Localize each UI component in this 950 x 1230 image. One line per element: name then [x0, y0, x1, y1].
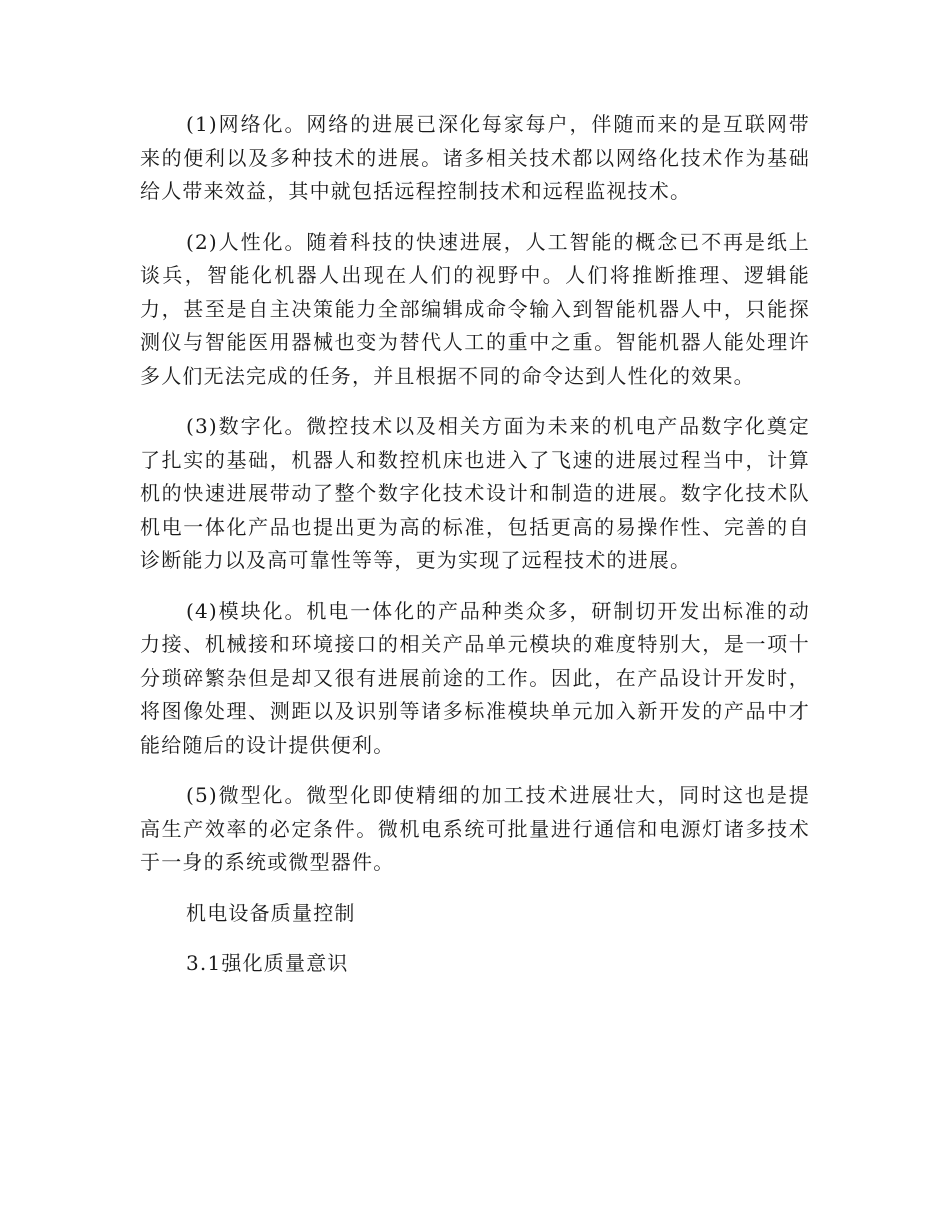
paragraph-digitalization: (3)数字化。微控技术以及相关方面为未来的机电产品数字化奠定了扎实的基础，机器人和数控机床也进入了飞速的进展过程当中，计算机的快速进展带动了整个数字化技术设计和制造的进展。数字化技术队机电一体化产品也提出更为高的标准，包括更高的易操作性、完善的自诊断能力以及高可靠性等等，更为实现了远程技术的进展。 [140, 414, 810, 572]
paragraph-humanization: (2)人性化。随着科技的快速进展，人工智能的概念已不再是纸上谈兵，智能化机器人出现在人们的视野中。人们将推断推理、逻辑能力，甚至是自主决策能力全部编辑成命令输入到智能机器人中，只能探测仪与智能医用器械也变为替代人工的重中之重。智能机器人能处理许多人们无法完成的任务，并且根据不同的命令达到人性化的效果。 [140, 229, 810, 388]
section-heading: 机电设备质量控制 [186, 900, 356, 925]
paragraph-miniaturization: (5)微型化。微型化即使精细的加工技术进展壮大，同时这也是提高生产效率的必定条件。微机电系统可批量进行通信和电源灯诸多技术于一身的系统或微型器件。 [140, 783, 810, 874]
document-page [140, 108, 810, 981]
paragraph-modularization: (4)模块化。机电一体化的产品种类众多，研制切开发出标准的动力接、机械接和环境接口的相关产品单元模块的难度特别大，是一项十分琐碎繁杂但是却又很有进展前途的工作。因此，在产品设计开发时，将图像处理、测距以及识别等诸多标准模块单元加入新开发的产品中才能给随后的设计提供便利。 [140, 598, 810, 757]
subsection-heading: 3.1强化质量意识 [186, 951, 349, 975]
paragraph-networking: (1)网络化。网络的进展已深化每家每户，伴随而来的是互联网带来的便利以及多种技术的进展。诸多相关技术都以网络化技术作为基础给人带来效益，其中就包括远程控制技术和远程监视技术。 [140, 112, 810, 203]
